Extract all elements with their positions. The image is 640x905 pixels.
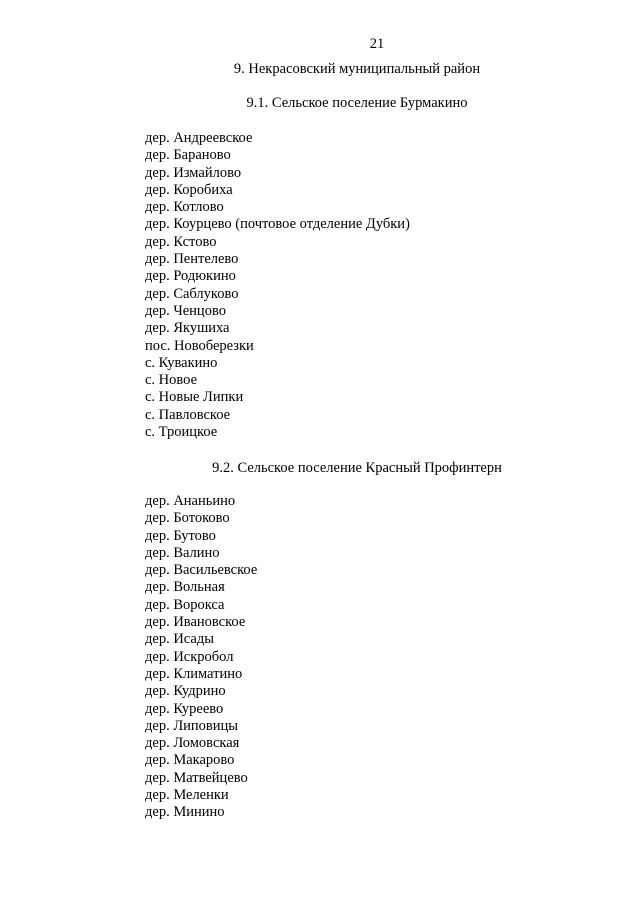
locality-item: дер. Минино xyxy=(145,804,225,821)
locality-item: дер. Ананьино xyxy=(145,493,236,509)
locality-item: дер. Липовицы xyxy=(145,717,239,734)
locality-item: дер. Валино xyxy=(145,544,220,561)
locality-item: дер. Саблуково xyxy=(145,285,239,302)
locality-item: пос. Новоберезки xyxy=(145,337,254,354)
page-number: 21 xyxy=(369,36,385,52)
locality-item: дер. Родюкино xyxy=(145,268,236,285)
locality-item: дер. Ботоково xyxy=(145,510,230,527)
locality-item: дер. Ивановское xyxy=(145,614,246,631)
locality-list-krasny-profintern xyxy=(145,493,257,822)
locality-item: дер. Коурцево (почтовое отделение Дубки) xyxy=(145,216,410,233)
settlement-title-burmakino: 9.1. Сельское поселение Бурмакино xyxy=(246,95,468,111)
locality-item: дер. Васильевское xyxy=(145,562,258,579)
locality-item: с. Троицкое xyxy=(145,424,218,441)
locality-item: дер. Кудрино xyxy=(145,683,226,700)
locality-item: дер. Коробиха xyxy=(145,181,233,198)
locality-item: дер. Котлово xyxy=(145,199,224,216)
locality-item: дер. Искробол xyxy=(145,648,234,665)
locality-item: с. Новое xyxy=(145,372,198,389)
locality-item: дер. Вольная xyxy=(145,579,225,596)
locality-item: дер. Климатино xyxy=(145,665,243,682)
locality-item: дер. Матвейцево xyxy=(145,769,248,786)
locality-item: дер. Меленки xyxy=(145,787,229,804)
settlement-title-krasny-profintern: 9.2. Сельское поселение Красный Профинтерн xyxy=(212,460,502,476)
locality-item: с. Павловское xyxy=(145,406,231,423)
locality-item: дер. Кстово xyxy=(145,233,217,250)
locality-item: дер. Ломовская xyxy=(145,735,240,752)
locality-item: с. Новые Липки xyxy=(145,389,244,406)
locality-item: дер. Макарово xyxy=(145,752,235,769)
locality-item: дер. Ченцово xyxy=(145,302,226,319)
locality-item: дер. Куреево xyxy=(145,700,224,717)
locality-list-burmakino xyxy=(145,130,410,441)
locality-item: с. Кувакино xyxy=(145,354,218,371)
locality-item: дер. Измайлово xyxy=(145,164,242,181)
district-title: 9. Некрасовский муниципальный район xyxy=(233,61,481,77)
locality-item: дер. Якушиха xyxy=(145,320,230,337)
locality-item: дер. Андреевское xyxy=(145,130,253,146)
locality-item: дер. Бутово xyxy=(145,527,216,544)
locality-item: дер. Ворокса xyxy=(145,596,225,613)
locality-item: дер. Исады xyxy=(145,631,214,648)
locality-item: дер. Пентелево xyxy=(145,251,239,268)
locality-item: дер. Бараново xyxy=(145,147,231,164)
